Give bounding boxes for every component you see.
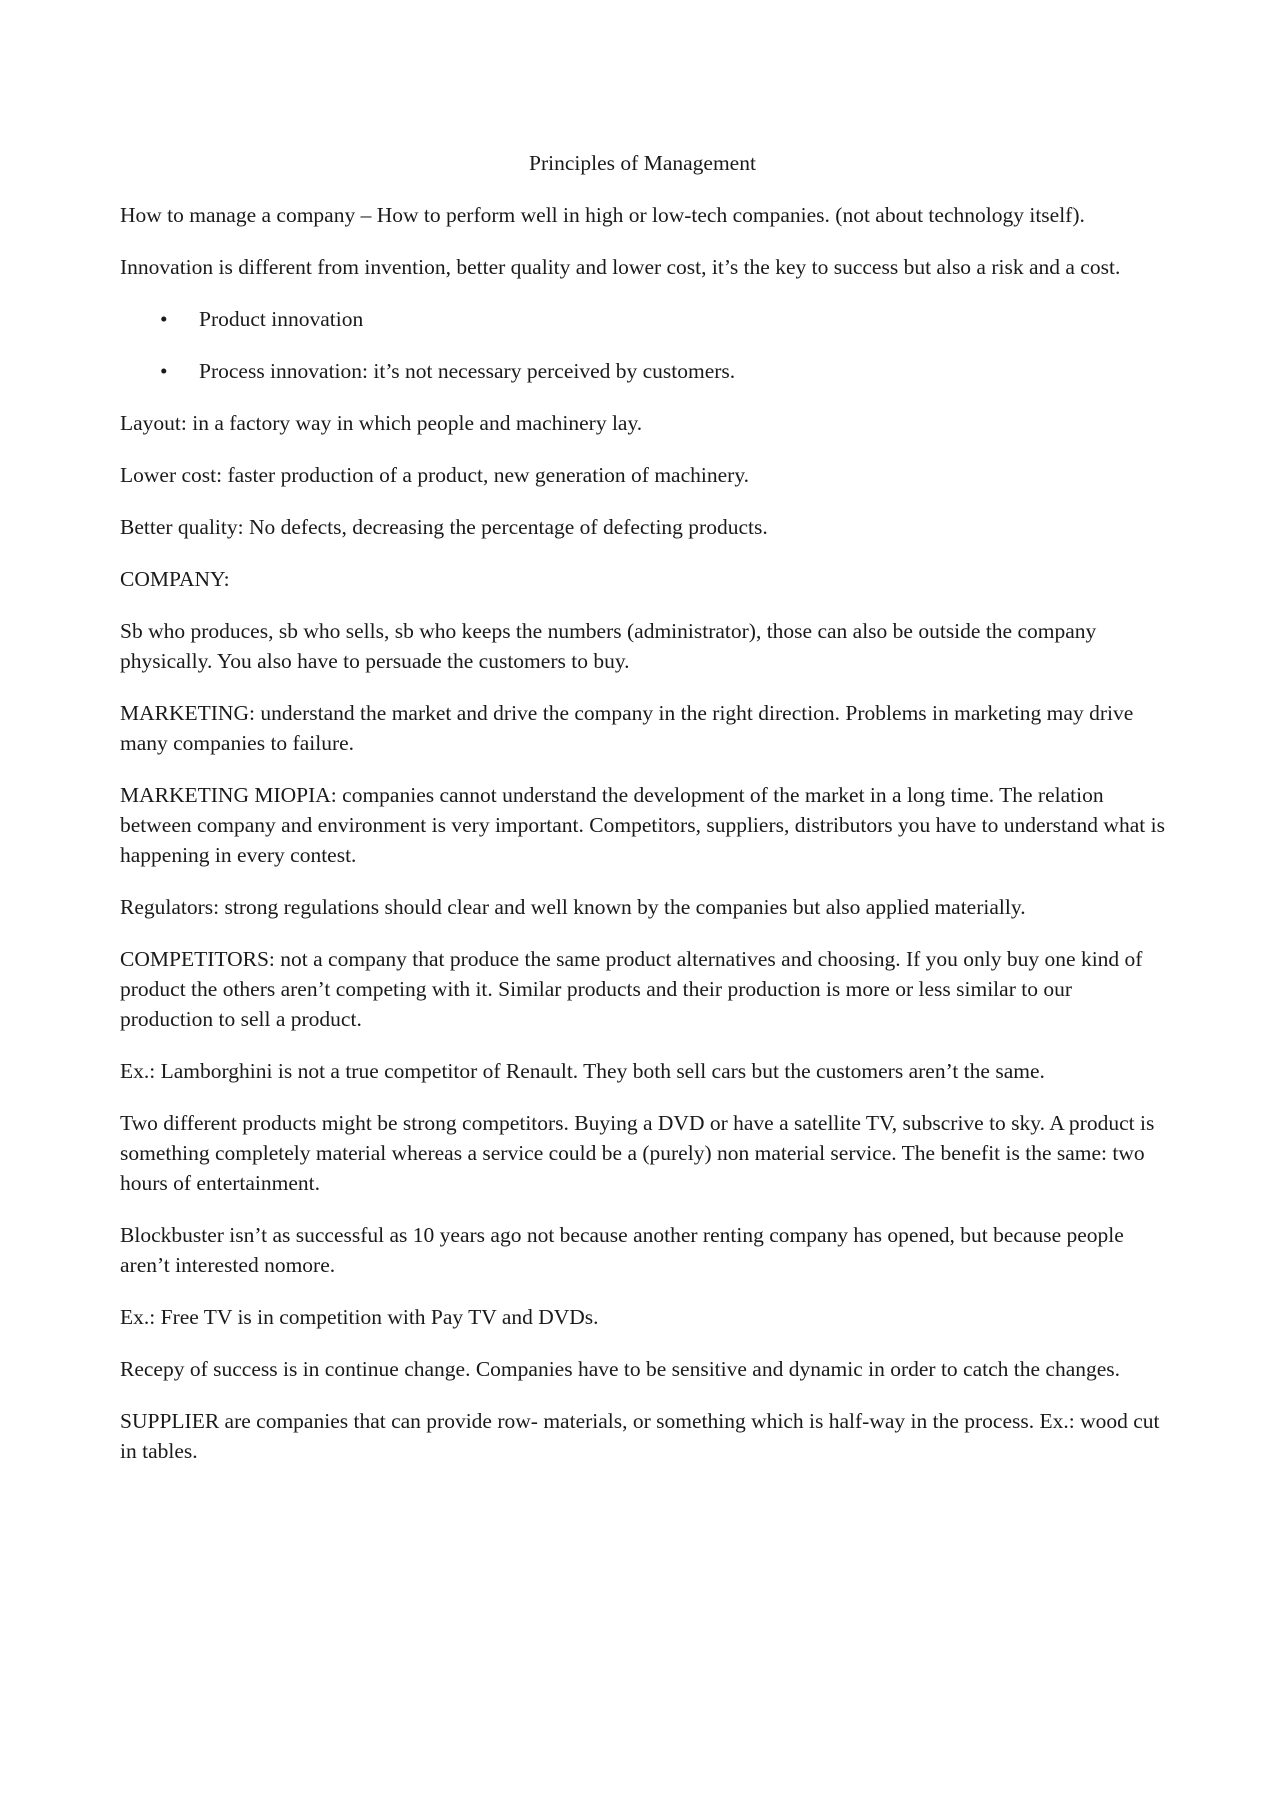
paragraph-company-roles: Sb who produces, sb who sells, sb who keeps the numbers (administrator), those can also be outside the company physically. You also have to persuade the customers to buy. bbox=[120, 619, 1097, 673]
paragraph-regulators: Regulators: strong regulations should clear and well known by the companies but also applied materially. bbox=[120, 895, 1026, 919]
paragraph-intro: How to manage a company – How to perform well in high or low-tech companies. (not about technology itself). bbox=[120, 203, 1085, 227]
paragraph-lower-cost: Lower cost: faster production of a product, new generation of machinery. bbox=[120, 463, 750, 487]
list-item bbox=[120, 356, 1165, 386]
paragraph-competitors: COMPETITORS: not a company that produce the same product alternatives and choosing. If you only buy one kind of product the others aren’t competing with it. Similar products and their production is more or less similar to our production to sell a product. bbox=[120, 947, 1143, 1031]
paragraph-example-lamborghini: Ex.: Lamborghini is not a true competitor of Renault. They both sell cars but the customers aren’t the same. bbox=[120, 1059, 1045, 1083]
bullet-icon: • bbox=[160, 359, 168, 383]
paragraph-different-products: Two different products might be strong competitors. Buying a DVD or have a satellite TV, subscrive to sky. A product is something completely material whereas a service could be a (purely) non material service. The benefit is the same: two hours of entertainment. bbox=[120, 1111, 1155, 1195]
page-title: Principles of Management bbox=[529, 151, 756, 175]
heading-company: COMPANY: bbox=[120, 567, 230, 591]
document-body bbox=[120, 148, 1165, 1488]
paragraph-blockbuster: Blockbuster isn’t as successful as 10 years ago not because another renting company has opened, but because people aren’t interested nomore. bbox=[120, 1223, 1124, 1277]
paragraph-layout: Layout: in a factory way in which people and machinery lay. bbox=[120, 411, 643, 435]
bullet-text: Process innovation: it’s not necessary perceived by customers. bbox=[199, 359, 736, 383]
paragraph-marketing: MARKETING: understand the market and drive the company in the right direction. Problems in marketing may drive many companies to failure. bbox=[120, 701, 1134, 755]
bullet-icon: • bbox=[160, 307, 168, 331]
paragraph-supplier: SUPPLIER are companies that can provide row- materials, or something which is half-way in the process. Ex.: wood cut in tables. bbox=[120, 1409, 1160, 1463]
innovation-bullet-list bbox=[120, 304, 1165, 386]
paragraph-recepy-of-success: Recepy of success is in continue change. Companies have to be sensitive and dynamic in order to catch the changes. bbox=[120, 1357, 1121, 1381]
bullet-text: Product innovation bbox=[199, 307, 364, 331]
paragraph-innovation: Innovation is different from invention, better quality and lower cost, it’s the key to success but also a risk and a cost. bbox=[120, 255, 1121, 279]
paragraph-example-free-tv: Ex.: Free TV is in competition with Pay TV and DVDs. bbox=[120, 1305, 599, 1329]
list-item bbox=[120, 304, 1165, 334]
paragraph-better-quality: Better quality: No defects, decreasing the percentage of defecting products. bbox=[120, 515, 768, 539]
paragraph-marketing-miopia: MARKETING MIOPIA: companies cannot understand the development of the market in a long time. The relation between company and environment is very important. Competitors, suppliers, distributors you have to understand what is happening in every contest. bbox=[120, 783, 1165, 867]
